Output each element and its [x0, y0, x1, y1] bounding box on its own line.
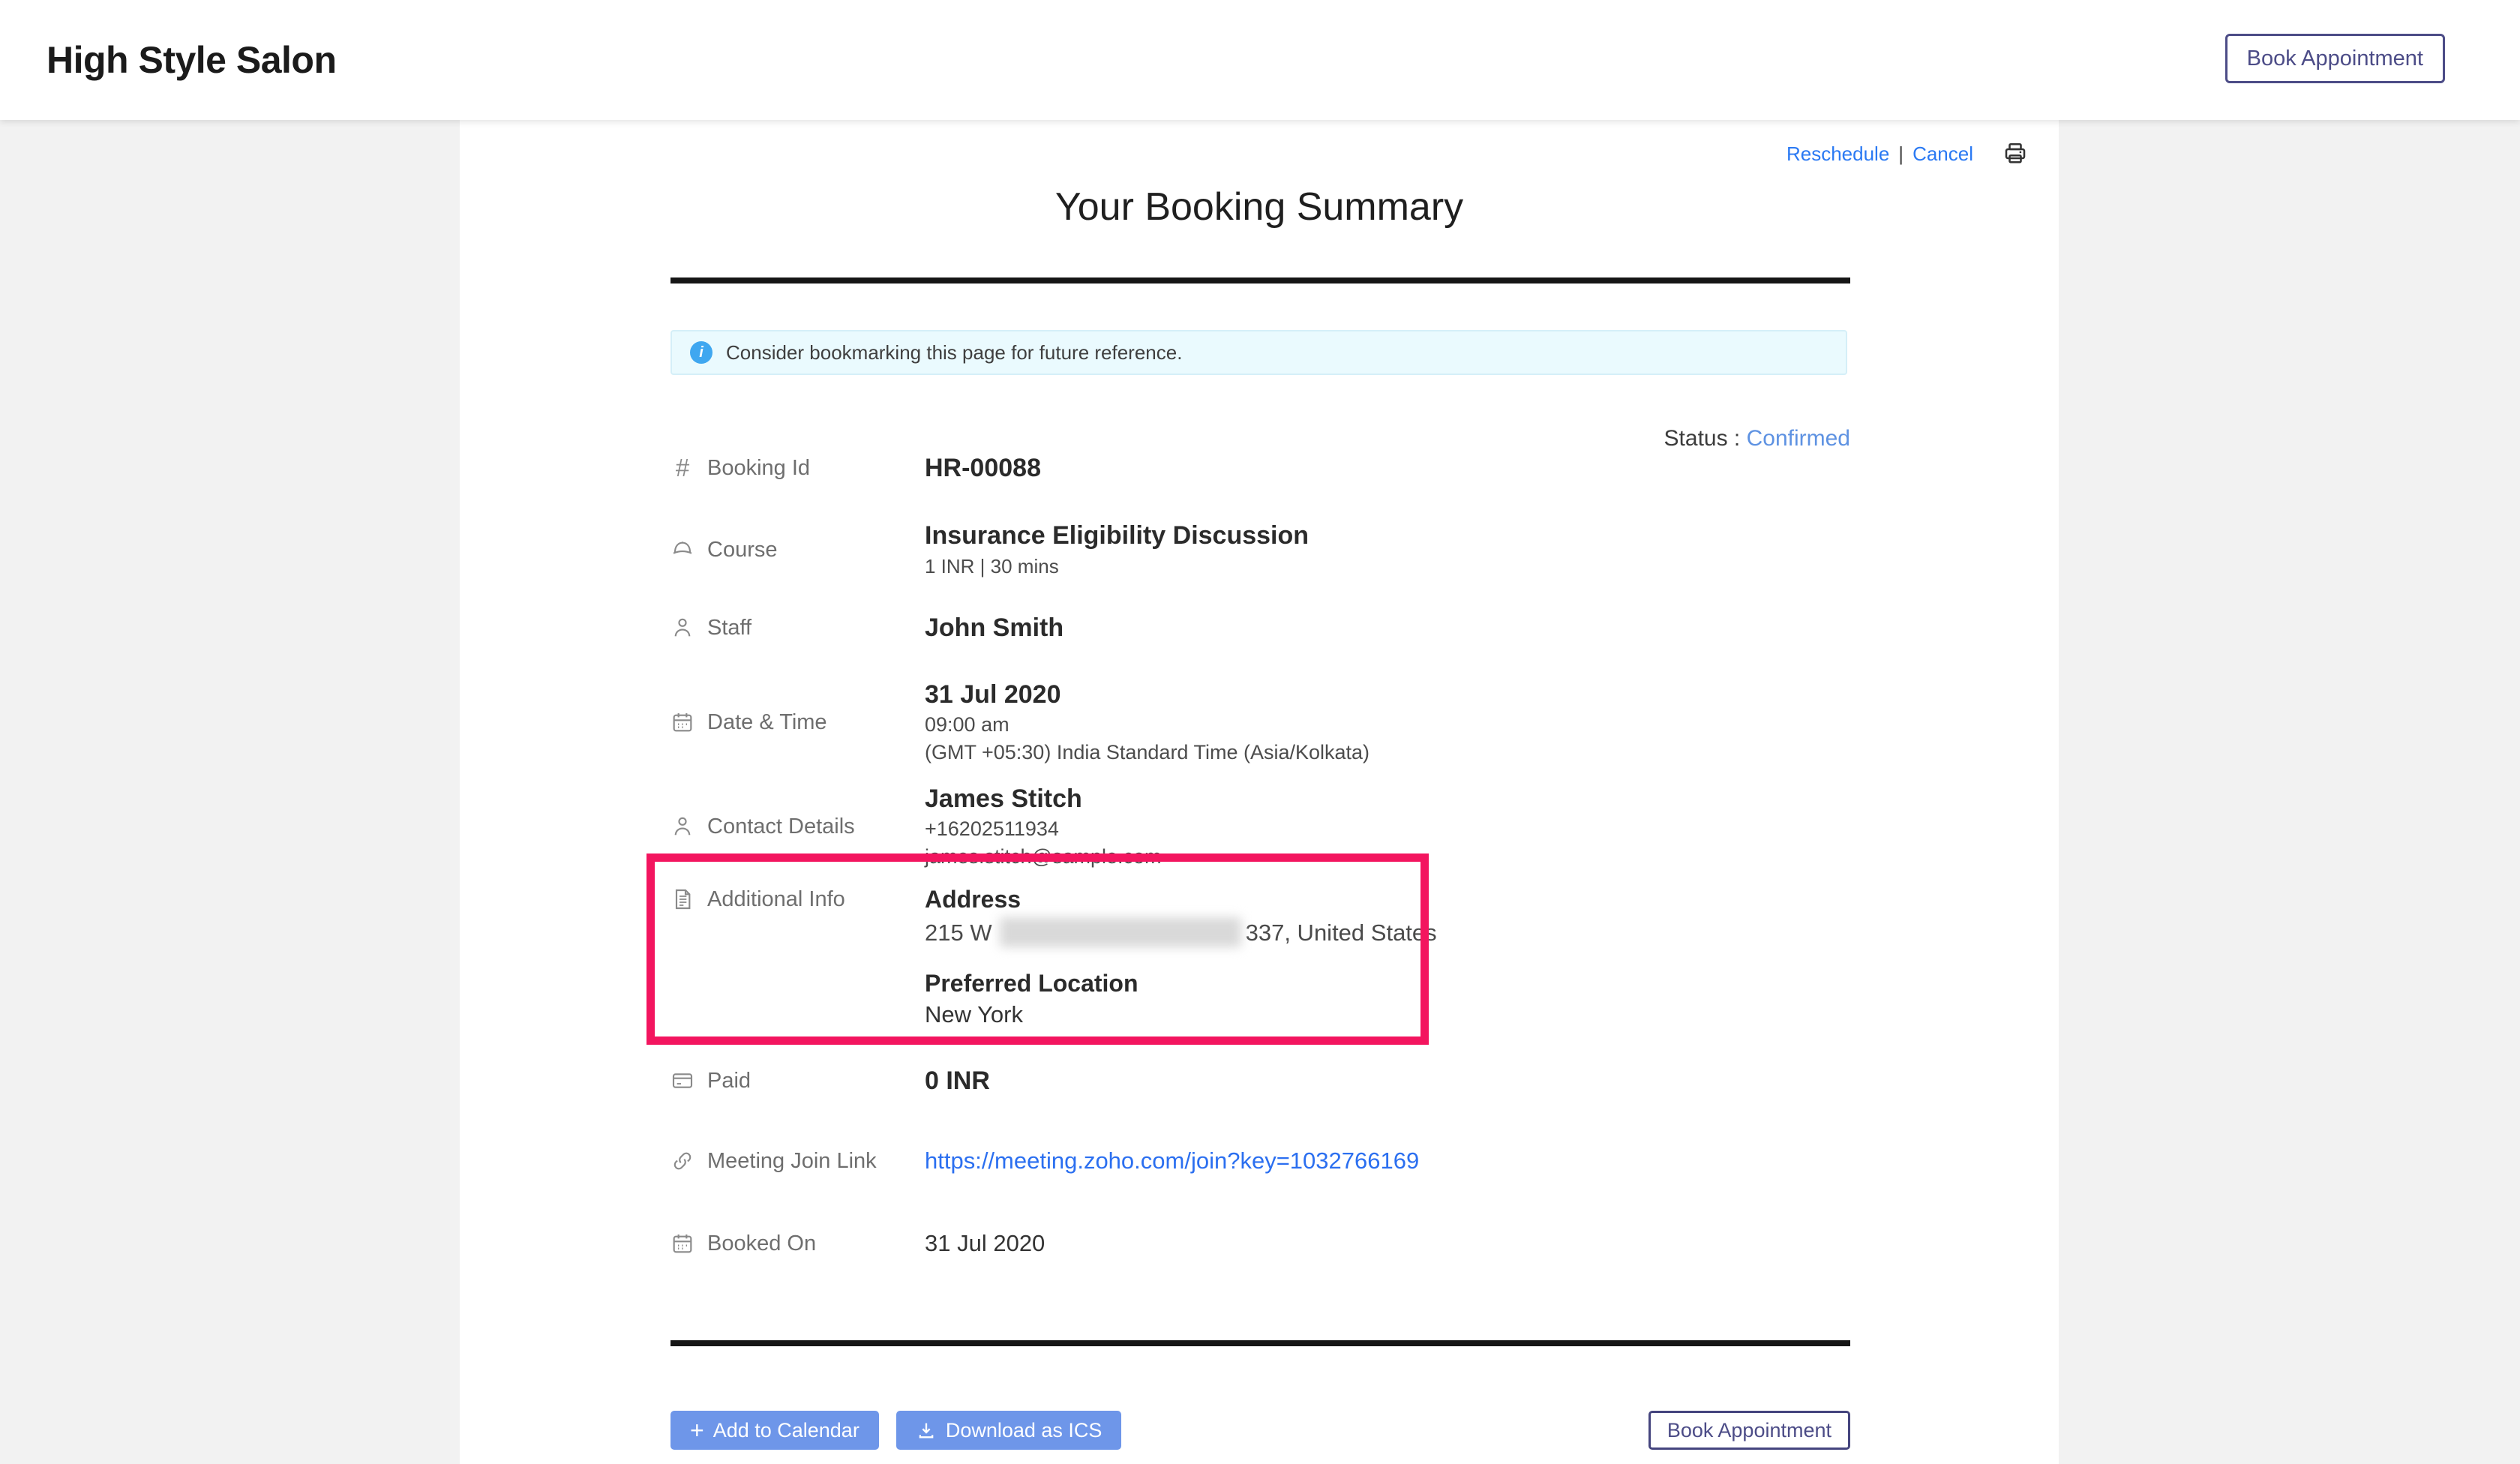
meeting-join-link[interactable]: https://meeting.zoho.com/join?key=1032766169	[925, 1148, 1420, 1174]
page-title: Your Booking Summary	[1054, 185, 1464, 229]
appointment-time: 09:00 am	[925, 713, 1010, 736]
course-name: Insurance Eligibility Discussion	[925, 521, 1310, 550]
status-line	[670, 426, 1850, 452]
appointment-timezone: (GMT +05:30) India Standard Time (Asia/Kolkata)	[925, 741, 1370, 764]
header-book-appointment-button[interactable]: Book Appointment	[2225, 34, 2445, 83]
calendar-icon	[670, 710, 694, 734]
banner-text: Consider bookmarking this page for future reference.	[726, 340, 1183, 364]
info-icon: i	[690, 341, 712, 364]
card-icon	[670, 1069, 694, 1093]
course-cap-icon	[670, 538, 694, 562]
print-icon[interactable]	[2002, 140, 2029, 167]
footer-book-appointment-button[interactable]: Book Appointment	[1648, 1411, 1850, 1450]
appointment-date: 31 Jul 2020	[925, 680, 1061, 709]
paid-amount: 0 INR	[925, 1066, 990, 1095]
contact-phone: +16202511934	[925, 818, 1059, 840]
row-label: Contact Details	[707, 814, 855, 838]
row-course	[670, 519, 1850, 580]
hash-icon: #	[675, 454, 690, 482]
row-date-time	[670, 678, 1850, 766]
row-label: Meeting Join Link	[707, 1148, 877, 1173]
row-additional-info	[670, 884, 1850, 1030]
bottom-divider	[670, 1340, 1850, 1346]
top-header-bar	[0, 0, 2520, 120]
reschedule-link[interactable]: Reschedule	[1786, 142, 1890, 165]
person-icon	[670, 814, 694, 838]
brand-title: High Style Salon	[46, 39, 337, 81]
status-value: Confirmed	[1746, 426, 1850, 451]
link-icon	[670, 1149, 694, 1173]
download-icon	[916, 1420, 937, 1441]
row-staff	[670, 611, 1850, 644]
actions-separator: |	[1898, 142, 1904, 165]
preferred-location-value: New York	[925, 1001, 1023, 1028]
row-label: Date & Time	[707, 710, 827, 734]
booking-actions	[1786, 139, 2029, 169]
row-label: Booking Id	[707, 455, 811, 480]
redacted-address-blur	[1000, 917, 1241, 947]
download-ics-button[interactable]: Download as ICS	[896, 1411, 1122, 1450]
row-contact-details	[670, 783, 1850, 870]
row-label: Paid	[707, 1068, 752, 1093]
footer-actions	[670, 1411, 1121, 1450]
row-meeting-link	[670, 1144, 1850, 1178]
booking-id-value: HR-00088	[925, 454, 1041, 482]
address-line: 215 W 337, United States	[925, 915, 1850, 951]
person-icon	[670, 616, 694, 640]
add-to-calendar-button[interactable]: + Add to Calendar	[670, 1411, 879, 1450]
row-label: Course	[707, 537, 778, 562]
bookmark-info-banner	[670, 330, 1847, 375]
row-label: Additional Info	[707, 887, 845, 911]
plus-icon: +	[690, 1416, 704, 1444]
booking-summary-card	[460, 120, 2059, 1464]
preferred-location-heading: Preferred Location	[925, 970, 1138, 997]
contact-name: James Stitch	[925, 784, 1082, 813]
calendar-icon	[670, 1232, 694, 1256]
course-price-duration: 1 INR | 30 mins	[925, 555, 1059, 578]
cancel-link[interactable]: Cancel	[1912, 142, 1973, 165]
staff-name: John Smith	[925, 614, 1064, 642]
row-booked-on	[670, 1227, 1850, 1260]
row-paid	[670, 1064, 1850, 1097]
row-label: Booked On	[707, 1231, 817, 1256]
document-icon	[670, 887, 694, 911]
row-label: Staff	[707, 615, 752, 640]
status-label: Status :	[1664, 426, 1741, 451]
address-heading: Address	[925, 886, 1022, 913]
contact-email: james.stitch@sample.com	[925, 845, 1162, 868]
row-booking-id	[670, 452, 1850, 484]
booked-on-date: 31 Jul 2020	[925, 1230, 1046, 1256]
top-divider	[670, 278, 1850, 284]
